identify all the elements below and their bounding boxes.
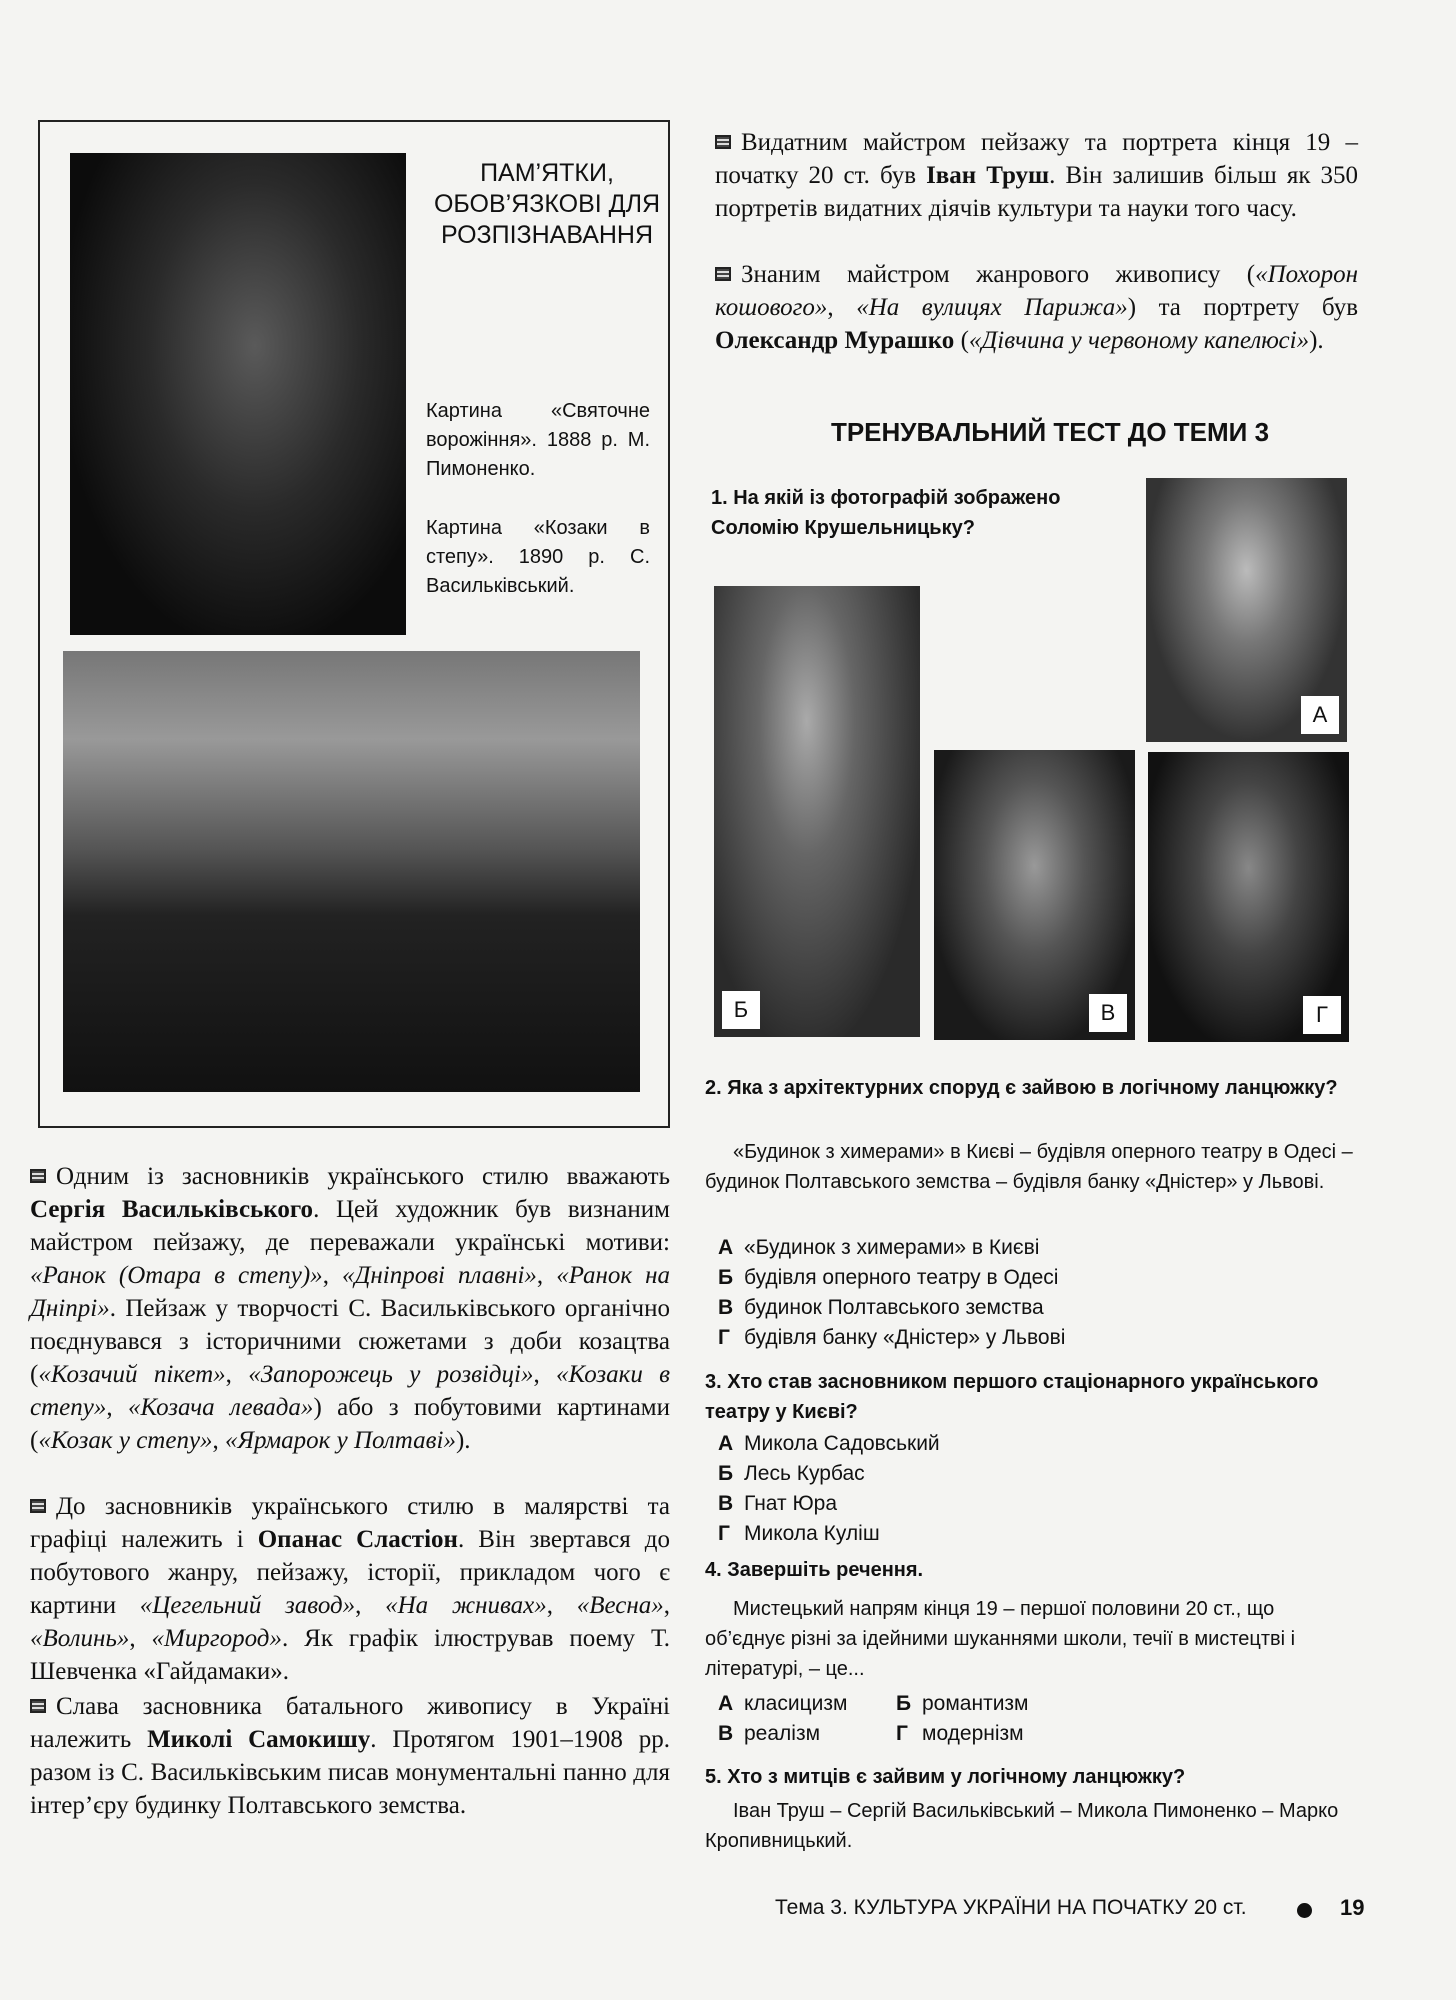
painting-cossacks-steppe xyxy=(63,651,640,1092)
text-run: . Він залишив більш як 350 портретів видатних діячів культури та науки того часу. xyxy=(715,162,1358,222)
text-run: ( xyxy=(954,327,969,354)
question-3: 3. Хто став засновником першого стаціонарного українського театру у Києві? xyxy=(705,1371,1319,1423)
painting-fortune-telling xyxy=(70,153,406,635)
text-run: «Миргород» xyxy=(151,1625,282,1652)
text-run: До засновників українського стилю в малярстві та графіці належить і xyxy=(30,1493,670,1553)
text-run: . Протягом 1901–1908 рр. разом із С. Васильківським писав монументальні панно для інтер’єру будинку Полтавського земства. xyxy=(30,1726,670,1819)
text-run: Видатним майстром пейзажу та портрета кінця 19 – початку 20 ст. був xyxy=(715,129,1358,189)
text-run: , xyxy=(212,1427,226,1454)
text-run: , xyxy=(322,1262,342,1289)
bullet-dot-icon xyxy=(1297,1903,1312,1918)
text-run: , xyxy=(355,1592,386,1619)
text-run: Опанас Сластіон xyxy=(257,1526,458,1553)
option-item[interactable]: А «Будинок з химерами» в Києві xyxy=(718,1236,1040,1259)
text-run: Олександр Мурашко xyxy=(715,327,955,354)
question-3-options xyxy=(718,1429,1358,1549)
text-run: «Волинь» xyxy=(30,1625,130,1652)
photo-label-a: А xyxy=(1301,696,1339,734)
caption-1: Картина «Святочне ворожіння». 1888 р. М. Пимоненко. xyxy=(426,400,650,480)
question-2-options xyxy=(718,1233,1358,1353)
text-run: Сергія Васильківського xyxy=(30,1196,314,1223)
option-item[interactable]: Г модернізм xyxy=(896,1722,1024,1745)
body-paragraph-3 xyxy=(30,1690,670,1822)
text-run: . Пейзаж у творчості С. Васильківського органічно поєднувався з історичними сюжетами з доби козацтва ( xyxy=(30,1295,670,1388)
text-run: . Як графік ілюстрував поему Т. Шевченка «Гайдамаки». xyxy=(30,1625,670,1685)
body-paragraph-2 xyxy=(30,1490,670,1688)
option-item[interactable]: В реалізм xyxy=(718,1722,821,1745)
text-run: «Ранок (Отара в степу)» xyxy=(30,1262,323,1289)
intro-paragraph-1 xyxy=(715,126,1358,225)
text-run: Слава засновника батального живопису в Україні належить xyxy=(30,1693,670,1753)
question-4-text: Мистецький напрям кінця 19 – першої половини 20 ст., що об’єднує різні за ідейними шуканнями школи, течії в мистецтві і літературі, – це... xyxy=(705,1598,1296,1680)
question-4: 4. Завершіть речення. xyxy=(705,1559,924,1581)
test-title: ТРЕНУВАЛЬНИЙ ТЕСТ ДО ТЕМИ 3 xyxy=(830,417,1270,447)
option-item[interactable]: Б будівля оперного театру в Одесі xyxy=(718,1266,1059,1289)
text-run: «Козачий пікет» xyxy=(38,1361,226,1388)
text-run: ) або з побутовими картинами ( xyxy=(30,1394,671,1454)
option-item[interactable]: А Микола Садовський xyxy=(718,1432,940,1455)
text-run: «На вулицях Парижа» xyxy=(856,294,1128,321)
box-title: ПАМ’ЯТКИ, ОБОВ’ЯЗКОВІ ДЛЯ РОЗПІЗНАВАННЯ xyxy=(433,159,661,249)
text-run: «Дніпрові плавні» xyxy=(341,1262,537,1289)
option-item[interactable]: В будинок Полтавського земства xyxy=(718,1296,1044,1319)
text-run: «Ранок на Дніпрі» xyxy=(30,1262,671,1322)
text-run: . Цей художник був визнаним майстром пейзажу, де переважали українські мотиви: xyxy=(30,1196,670,1256)
photo-label-v: В xyxy=(1089,994,1127,1032)
option-item[interactable]: Г Микола Куліш xyxy=(718,1522,880,1545)
body-paragraph-1 xyxy=(30,1160,670,1457)
page-number: 19 xyxy=(1340,1895,1365,1920)
text-run: Миколі Самокишу xyxy=(147,1726,371,1753)
text-run: , xyxy=(106,1394,128,1421)
text-run: ) та портрету був xyxy=(1127,294,1359,321)
option-item[interactable]: А класицизм xyxy=(718,1692,848,1715)
option-item[interactable]: Б романтизм xyxy=(896,1692,1029,1715)
option-item[interactable]: В Гнат Юра xyxy=(718,1492,838,1515)
text-run: «Весна» xyxy=(576,1592,664,1619)
text-run: Одним із засновників українського стилю вважають xyxy=(56,1163,670,1190)
text-run: «Похорон кошового» xyxy=(715,261,1358,321)
text-run: «Дівчина у червоному капелюсі» xyxy=(968,327,1310,354)
photo-label-g: Г xyxy=(1303,996,1341,1034)
question-1: 1. На якій із фотографій зображено Соломію Крушельницьку? xyxy=(711,487,1061,539)
question-2: 2. Яка з архітектурних споруд є зайвою в логічному ланцюжку? xyxy=(705,1077,1338,1099)
caption-2: Картина «Козаки в степу». 1890 р. С. Васильківський. xyxy=(426,517,650,597)
text-run: , xyxy=(663,1592,670,1619)
text-run: «Ярмарок у Полтаві» xyxy=(225,1427,456,1454)
photo-g xyxy=(1148,752,1349,1042)
text-run: ). xyxy=(1309,327,1324,354)
text-run: «Цегельний завод» xyxy=(139,1592,356,1619)
bullet-icon xyxy=(715,267,731,281)
bullet-icon xyxy=(715,135,731,149)
photo-v xyxy=(934,750,1135,1040)
text-run: . Він звертався до побутового жанру, пейзажу, історії, прикладом чого є картини xyxy=(30,1526,670,1619)
question-5-text: Іван Труш – Сергій Васильківський – Микола Пимоненко – Марко Кропивницький. xyxy=(705,1800,1339,1852)
text-run: «Козача левада» xyxy=(127,1394,314,1421)
text-run: , xyxy=(536,1262,557,1289)
intro-paragraph-2 xyxy=(715,258,1358,357)
text-run: Знаним майстром жанрового живопису ( xyxy=(741,261,1256,288)
text-run: «Козаки в степу» xyxy=(30,1361,670,1421)
text-run: , xyxy=(129,1625,152,1652)
bullet-icon xyxy=(30,1169,46,1183)
photo-b xyxy=(714,586,920,1037)
text-run: , xyxy=(225,1361,249,1388)
photo-a xyxy=(1146,478,1347,742)
text-run: , xyxy=(546,1592,577,1619)
bullet-icon xyxy=(30,1499,46,1513)
text-run: Іван Труш xyxy=(926,162,1050,189)
question-5: 5. Хто з митців є зайвим у логічному ланцюжку? xyxy=(705,1766,1186,1788)
question-4-options xyxy=(718,1689,1358,1749)
photo-label-b: Б xyxy=(722,991,760,1029)
bullet-icon xyxy=(30,1699,46,1713)
option-item[interactable]: Б Лесь Курбас xyxy=(718,1462,865,1485)
text-run: «Запорожець у розвідці» xyxy=(248,1361,534,1388)
text-run: , xyxy=(827,294,857,321)
text-run: «На жнивах» xyxy=(385,1592,547,1619)
footer-topic: Тема 3. КУЛЬТУРА УКРАЇНИ НА ПОЧАТКУ 20 ст. xyxy=(775,1896,1247,1919)
text-run: , xyxy=(533,1361,557,1388)
option-item[interactable]: Г будівля банку «Дністер» у Львові xyxy=(718,1326,1066,1349)
text-run: ). xyxy=(455,1427,471,1454)
question-2-text: «Будинок з химерами» в Києві – будівля оперного театру в Одесі – будинок Полтавського земства – будівля банку «Дністер» у Львові. xyxy=(705,1141,1353,1193)
text-run: «Козак у степу» xyxy=(38,1427,213,1454)
